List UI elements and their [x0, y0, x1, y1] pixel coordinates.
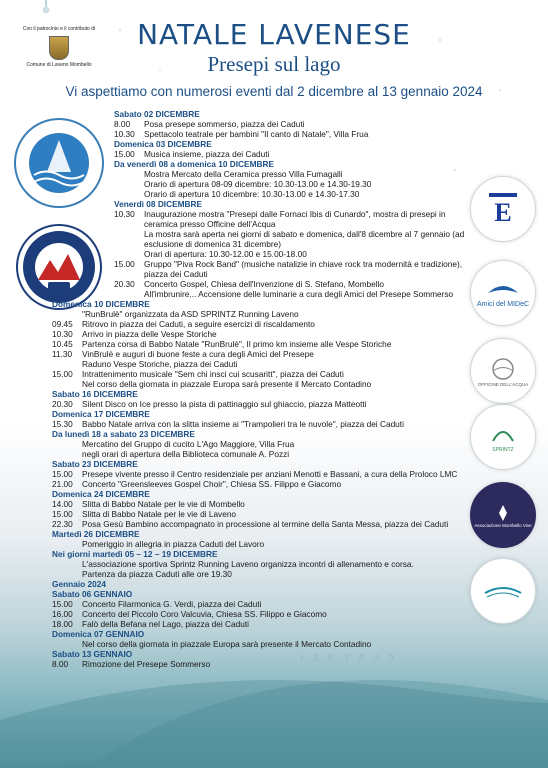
- event-description: Concerto Filarmonica G. Verdi, piazza dei Caduti: [82, 599, 262, 609]
- event-description: Inaugurazione mostra "Presepi dalle Fornaci Ibis di Cunardo", mostra di presepi in: [144, 209, 446, 219]
- event-time: 20.30: [114, 279, 135, 289]
- logo-amici-midec-label: Amici del MIDeC: [476, 300, 530, 308]
- event-date: Sabato 02 DICEMBRE: [114, 109, 200, 119]
- event-description: Arrivo in piazza delle Vespe Storiche: [82, 329, 217, 339]
- event-description: Nel corso della giornata in piazzale Europa sarà presente il Mercato Contadino: [82, 639, 372, 649]
- logo-mombello-label: Associazione Mombello Vive: [474, 522, 532, 528]
- event-description: Partenza da piazza Caduti alle ore 19.30: [82, 569, 232, 579]
- event-description: Falò della Befana nel Lago, piazza dei Caduti: [82, 619, 249, 629]
- event-description: ceramica presso Officine dell'Acqua: [144, 219, 276, 229]
- event-description: All'imbrunire... Accensione delle luminarie a cura degli Amici del Presepe Sommerso: [144, 289, 454, 299]
- event-date: Sabato 23 DICEMBRE: [52, 459, 138, 469]
- event-date: Sabato 13 GENNAIO: [52, 649, 133, 659]
- proloco-logo: [16, 224, 102, 310]
- event-description: Mercatino del Gruppo di cucito L'Ago Maggiore, Villa Frua: [82, 439, 295, 449]
- event-description: Posa presepe sommerso, piazza dei Caduti: [144, 119, 305, 129]
- event-description: Concerto "Greensleeves Gospel Choir", Chiesa SS. Filippo e Giacomo: [82, 479, 342, 489]
- event-time: 15.00: [52, 509, 73, 519]
- logo-sprintz-label: SPRINTZ: [492, 447, 514, 453]
- event-date: Nei giorni martedì 05 – 12 – 19 DICEMBRE: [52, 549, 218, 559]
- event-date: Domenica 17 DICEMBRE: [52, 409, 150, 419]
- logo-sprintz: [470, 404, 536, 470]
- event-description: Orari di apertura: 10.30-12.00 e 15.00-18.00: [144, 249, 307, 259]
- event-date: Sabato 16 DICEMBRE: [52, 389, 138, 399]
- event-date: Domenica 07 GENNAIO: [52, 629, 145, 639]
- event-description: Raduno Vespe Storiche, piazza dei Caduti: [82, 359, 238, 369]
- event-description: Orario di apertura 10 dicembre: 10.30-13.00 e 14.30-17.30: [144, 189, 360, 199]
- event-description: Orario di apertura 08-09 dicembre: 10.30-13.00 e 14.30-19.30: [144, 179, 372, 189]
- event-time: 8.00: [52, 659, 69, 669]
- patronage-name: Comune di Laveno Mombello: [26, 62, 92, 68]
- event-description: esclusione di domenica 31 dicembre): [144, 239, 281, 249]
- event-time: 14.00: [52, 499, 73, 509]
- event-time: 22.30: [52, 519, 73, 529]
- event-time: 11.30: [52, 349, 73, 359]
- event-date: Venerdì 08 DICEMBRE: [114, 199, 203, 209]
- event-date: Da lunedì 18 a sabato 23 DICEMBRE: [52, 429, 195, 439]
- event-description: Nel corso della giornata in piazzale Europa sarà presente il Mercato Contadino: [82, 379, 372, 389]
- event-date: Sabato 06 GENNAIO: [52, 589, 133, 599]
- event-time: 21.00: [52, 479, 73, 489]
- event-line: [114, 290, 453, 300]
- event-description: Musica insieme, piazza dei Caduti: [144, 149, 270, 159]
- presepe-sommerso-logo: [14, 118, 104, 208]
- event-date: Gennaio 2024: [52, 579, 106, 589]
- logo-officine-acqua: [470, 338, 536, 404]
- event-description: Slitta di Babbo Natale per le vie di Mombello: [82, 499, 245, 509]
- event-date: Domenica 10 DICEMBRE: [52, 299, 150, 309]
- event-time: 15.00: [52, 599, 73, 609]
- logo-mombello-vive: [470, 482, 536, 548]
- event-description: Rimozione del Presepe Sommerso: [82, 659, 211, 669]
- event-time: 09.45: [52, 319, 73, 329]
- event-date: Domenica 24 DICEMBRE: [52, 489, 150, 499]
- event-time: 20.30: [52, 399, 73, 409]
- event-date: Martedì 26 DICEMBRE: [52, 529, 140, 539]
- event-time: 10.30: [52, 329, 73, 339]
- event-description: Mostra Mercato della Ceramica presso Villa Fumagalli: [144, 169, 343, 179]
- logo-officine-label: OFFICINE DELL'ACQUA: [477, 381, 529, 387]
- event-description: Pomeriggio in allegria in piazza Caduti del Lavoro: [82, 539, 265, 549]
- svg-text:E: E: [494, 198, 512, 227]
- event-description: Partenza corsa di Babbo Natale "RunBrulè", Il primo km insieme alle Vespe Storiche: [82, 339, 392, 349]
- page-subtitle: Presepi sul lago: [207, 52, 341, 76]
- event-description: Intrattenimento musicale "Sem chi insci cui scusaritt", piazza dei Caduti: [82, 369, 344, 379]
- event-description: piazza dei Caduti: [144, 269, 208, 279]
- page-tagline: Vi aspettiamo con numerosi eventi dal 2 dicembre al 13 gennaio 2024: [65, 84, 483, 99]
- event-time: 10.30: [114, 129, 135, 139]
- page-title: NATALE LAVENESE: [137, 18, 411, 51]
- logo-amici-midec: [470, 260, 536, 326]
- event-description: La mostra sarà aperta nei giorni di sabato e domenica, dall'8 dicembre al 7 gennaio (ad: [144, 229, 465, 239]
- event-description: negli orari di apertura della Biblioteca comunale A. Pozzi: [82, 449, 290, 459]
- event-date: Domenica 03 DICEMBRE: [114, 139, 212, 149]
- event-description: Posa Gesù Bambino accompagnato in processione al termine della Santa Messa, piazza dei Caduti: [82, 519, 449, 529]
- event-description: Silent Disco on Ice presso la pista di pattinaggio sul ghiaccio, piazza Matteotti: [82, 399, 367, 409]
- event-time: 15.00: [114, 149, 135, 159]
- event-description: Slitta di Babbo Natale per le vie di Laveno: [82, 509, 237, 519]
- event-time: 10.30: [114, 209, 135, 219]
- event-description: Spettacolo teatrale per bambini "Il canto di Natale", Villa Frua: [144, 129, 369, 139]
- event-description: Gruppo "Piva Rock Band" (musiche natalizie in chiave rock tra modernità e tradizione),: [144, 259, 463, 269]
- event-time: 10.45: [52, 339, 73, 349]
- logo-vela: [470, 558, 536, 624]
- patronage-caption: Con il patrocinio e il contributo di: [22, 26, 96, 32]
- event-line: [52, 660, 210, 670]
- event-date: Da venerdì 08 a domenica 10 DICEMBRE: [114, 159, 275, 169]
- event-description: Ritrovo in piazza dei Caduti, a seguire esercizi di riscaldamento: [82, 319, 315, 329]
- event-time: 15.00: [114, 259, 135, 269]
- event-description: VinBrulè e auguri di buone feste a cura degli Amici del Presepe: [82, 349, 314, 359]
- event-description: "RunBrulè" organizzata da ASD SPRINTZ Running Laveno: [82, 309, 299, 319]
- event-description: Presepe vivente presso il Centro residenziale per anziani Menotti e Bassani, a cura della Proloco LMC: [82, 469, 458, 479]
- event-description: Concerto del Piccolo Coro Valcuvia, Chiesa SS. Filippo e Giacomo: [82, 609, 327, 619]
- logo-e: [470, 176, 536, 242]
- event-time: 16.00: [52, 609, 73, 619]
- ornament-ball: [40, 0, 52, 14]
- event-time: 15.30: [52, 419, 73, 429]
- event-time: 8.00: [114, 119, 131, 129]
- event-time: 15.00: [52, 469, 73, 479]
- watermark-text: I A E T P A X: [300, 652, 400, 664]
- event-description: Babbo Natale arriva con la slitta insieme ai "Trampolieri tra le nuvole", piazza dei Caduti: [82, 419, 404, 429]
- event-time: 18.00: [52, 619, 73, 629]
- event-time: 15.00: [52, 369, 73, 379]
- event-description: L'associazione sportiva Sprintz Running Laveno organizza incontri di allenamento e corsa.: [82, 559, 414, 569]
- event-description: Concerto Gospel, Chiesa dell'Invenzione di S. Stefano, Mombello: [144, 279, 385, 289]
